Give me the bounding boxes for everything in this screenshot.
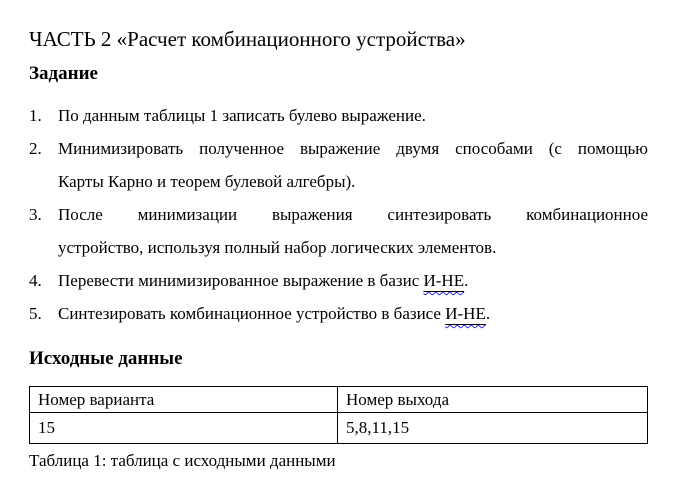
task-text <box>58 264 648 297</box>
basis-term: И-НЕ <box>423 271 465 290</box>
task-number: 1. <box>29 106 42 125</box>
source-data-heading: Исходные данные <box>29 348 183 369</box>
task-text <box>58 99 648 132</box>
task-number: 3. <box>29 205 42 224</box>
task-text-after: . <box>464 271 469 290</box>
spellcheck-wavy-underline <box>423 271 464 290</box>
task-text <box>58 132 648 198</box>
task-text <box>58 198 648 264</box>
task-line: устройство, используя полный набор логических элементов. <box>58 238 497 257</box>
task-text-before: Синтезировать комбинационное устройство в базисе <box>58 304 446 323</box>
task-section-heading: Задание <box>29 63 98 84</box>
task-item-3 <box>29 198 648 264</box>
task-number: 2. <box>29 139 42 158</box>
task-item-2 <box>29 132 648 198</box>
task-text-after: . <box>485 304 491 323</box>
task-item-4 <box>29 264 648 297</box>
task-line <box>58 297 648 330</box>
spellcheck-wavy-underline <box>445 304 486 323</box>
table-header-variant: Номер варианта <box>30 387 338 413</box>
task-number: 5. <box>29 304 42 323</box>
task-text-before: Перевести минимизированное выражение в базис <box>58 271 424 290</box>
task-text <box>58 297 648 330</box>
table-cell-variant: 15 <box>30 413 338 444</box>
task-list <box>29 99 648 330</box>
task-number: 4. <box>29 271 42 290</box>
source-data-table <box>29 386 648 444</box>
task-line: Минимизировать полученное выражение двумя способами (с помощью <box>58 139 648 158</box>
task-line <box>58 264 648 297</box>
task-item-1 <box>29 99 648 132</box>
task-line: После минимизации выражения синтезировать комбинационное <box>58 205 648 224</box>
table-caption: Таблица 1: таблица с исходными данными <box>29 451 336 470</box>
table-data-row <box>30 413 648 444</box>
table-header-row <box>30 387 648 413</box>
document-title: ЧАСТЬ 2 «Расчет комбинационного устройства» <box>29 27 466 51</box>
table-cell-output: 5,8,11,15 <box>338 413 648 444</box>
task-line: По данным таблицы 1 записать булево выражение. <box>58 106 426 125</box>
table-header-output: Номер выхода <box>338 387 648 413</box>
basis-term: И-НЕ <box>445 304 486 323</box>
task-line: Карты Карно и теорем булевой алгебры). <box>58 172 356 191</box>
task-item-5 <box>29 297 648 330</box>
